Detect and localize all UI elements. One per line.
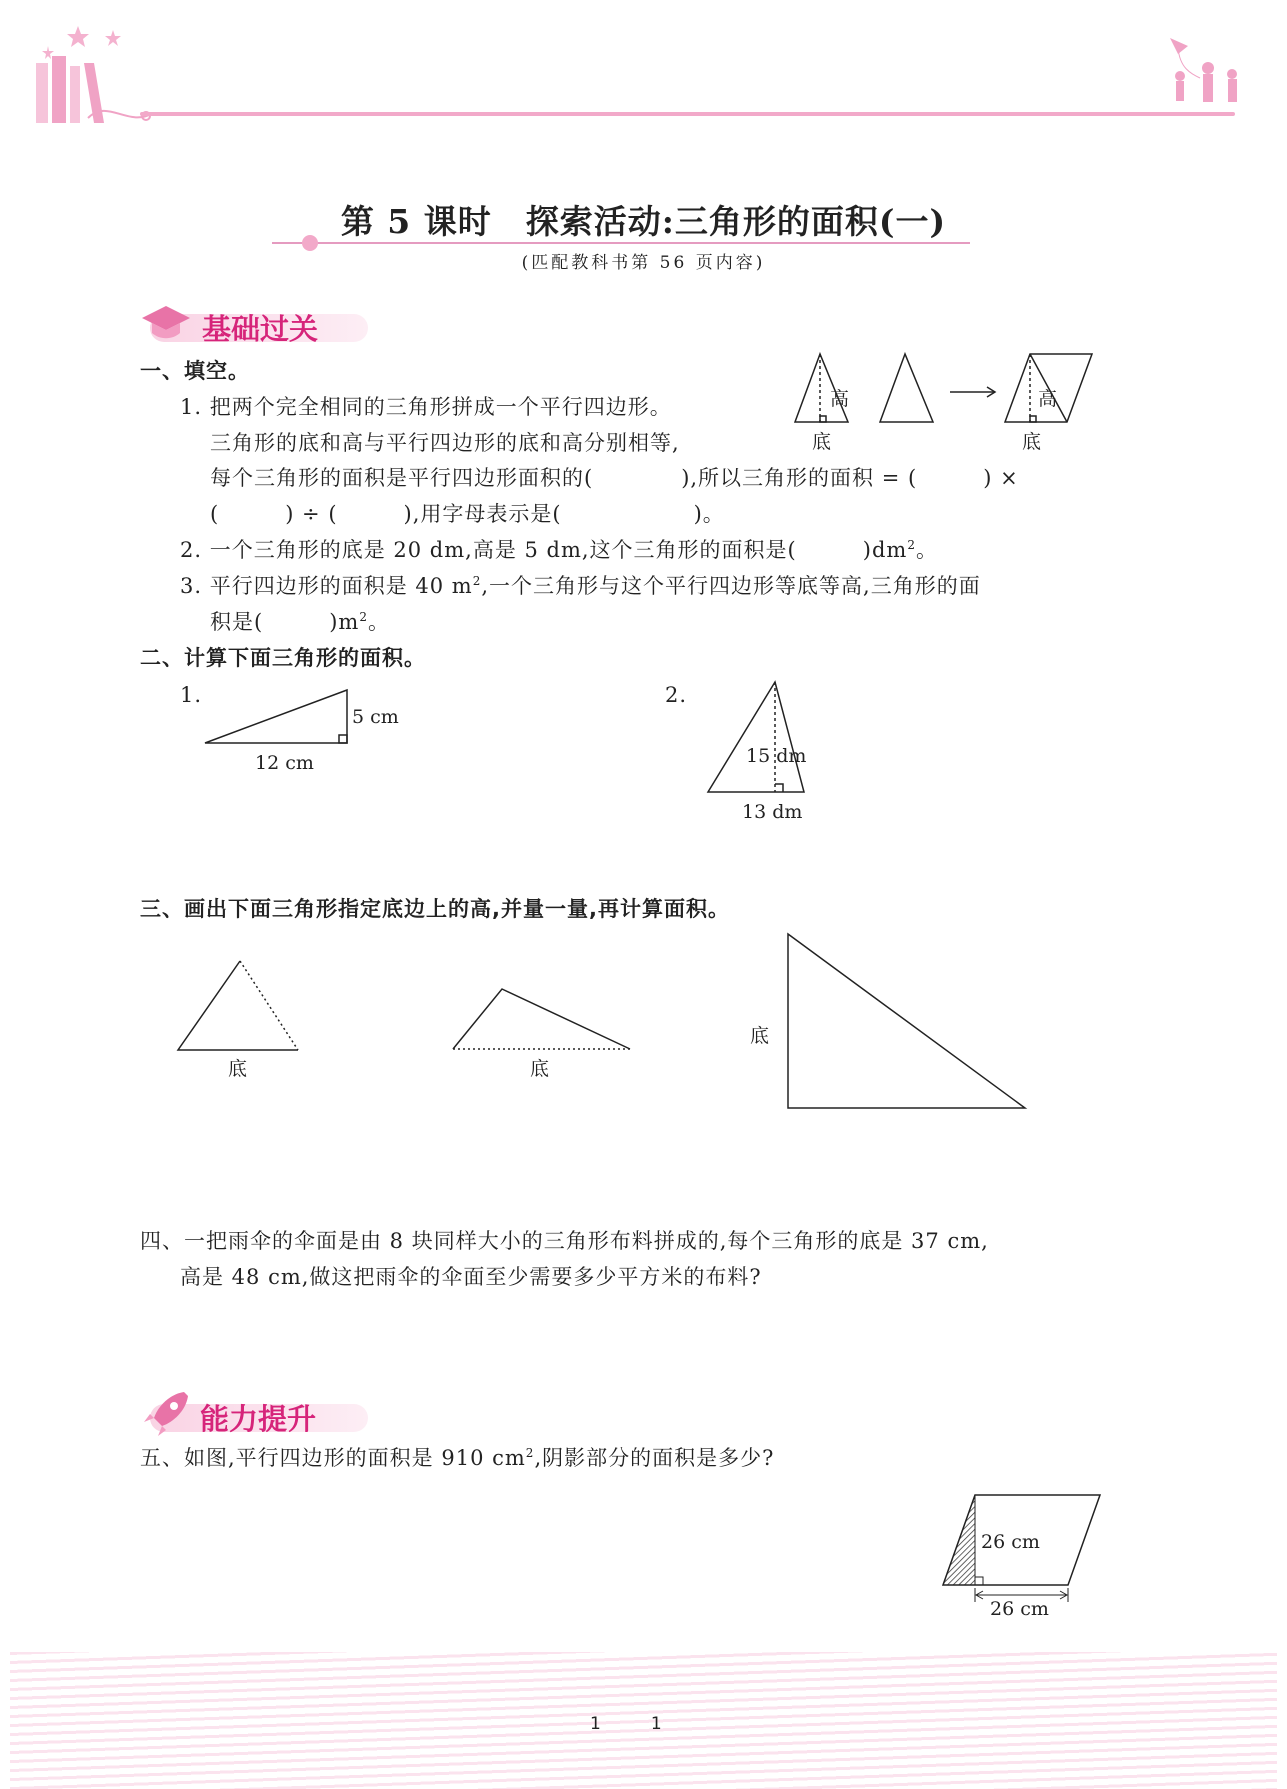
q2-t2-height: 15 dm: [746, 745, 807, 767]
q3-t1-base: 底: [228, 1058, 248, 1080]
q5-height-label: 26 cm: [981, 1531, 1040, 1553]
q2-triangle-1: [200, 680, 400, 780]
q3-t2-base: 底: [530, 1058, 550, 1080]
q1-item3-line1: [180, 573, 981, 599]
q5-base-label: 26 cm: [990, 1598, 1049, 1620]
q4-line1: 四、一把雨伞的伞面是由 8 块同样大小的三角形布料拼成的,每个三角形的底是 37 cm,: [140, 1229, 989, 1253]
q4-line2: 高是 48 cm,做这把雨伞的伞面至少需要多少平方米的布料?: [180, 1265, 762, 1289]
page-subtitle: (匹配教科书第 56 页内容): [521, 253, 766, 273]
q5-parallelogram-figure: [940, 1490, 1120, 1630]
q5-text-a: 五、如图,平行四边形的面积是 910 cm: [140, 1446, 526, 1470]
q1-item1-line3: 每个三角形的面积是平行四边形面积的( ),所以三角形的面积 = ( ) ×: [210, 466, 1019, 490]
graduation-cap-icon: [140, 300, 192, 344]
q1-figure-triangle-2: [880, 354, 933, 422]
q3-heading: 三、画出下面三角形指定底边上的高,并量一量,再计算面积。: [140, 897, 730, 921]
q3-t3-base: 底: [750, 1025, 770, 1047]
q1-item1-line4: ( ) ÷ ( ),用字母表示是( )。: [210, 502, 725, 526]
q1-item2-end: 。: [915, 538, 938, 562]
q5-line1: [140, 1445, 774, 1471]
q1-item3-sup: 2: [472, 574, 482, 588]
q1-figure-base-label-1: 底: [812, 431, 832, 453]
q1-item3-line2-end: 。: [367, 610, 390, 634]
q1-figure-arrow: [950, 387, 995, 397]
q1-figure: [790, 350, 1100, 460]
q1-figure-height-label-1: 高: [830, 388, 850, 410]
q2-triangle-2: [700, 680, 850, 830]
q2-num1: 1.: [180, 683, 203, 707]
page-title: 第 5 课时 探索活动:三角形的面积(一): [340, 202, 947, 241]
section-title-advanced: 能力提升: [200, 1402, 317, 1436]
title-underline: [272, 242, 970, 244]
q5-sup: 2: [525, 1446, 535, 1460]
q3-triangle-2: [453, 989, 630, 1049]
q1-figure-base-label-2: 底: [1022, 431, 1042, 453]
q1-item3-text-b: ,一个三角形与这个平行四边形等底等高,三角形的面: [481, 574, 981, 598]
q1-heading: 一、填空。: [140, 359, 250, 383]
q1-item2-text: 2. 一个三角形的底是 20 dm,高是 5 dm,这个三角形的面积是( )dm: [180, 538, 908, 562]
q1-item1-line1: 1. 把两个完全相同的三角形拼成一个平行四边形。: [180, 395, 672, 419]
header-logo-decoration: [28, 18, 158, 133]
q1-item3-line2-text: 积是( )m: [210, 610, 360, 634]
q3-triangle-3: [788, 934, 1025, 1108]
page-number: 11: [590, 1714, 712, 1734]
q2-num2: 2.: [665, 683, 688, 707]
section-title-basic: 基础过关: [202, 312, 319, 346]
q3-triangle-1: [178, 961, 298, 1050]
header-rule: [140, 112, 1235, 116]
q2-heading: 二、计算下面三角形的面积。: [140, 646, 426, 670]
q1-item3-sup2: 2: [359, 610, 368, 624]
q2-t2-base: 13 dm: [742, 801, 803, 823]
q1-item3-text-a: 3. 平行四边形的面积是 40 m: [180, 574, 473, 598]
rocket-icon: [140, 1388, 192, 1436]
q2-t1-height: 5 cm: [352, 706, 399, 728]
header-children-kite-decoration: [1160, 38, 1250, 118]
q1-figure-height-label-2: 高: [1038, 388, 1058, 410]
q5-text-b: ,阴影部分的面积是多少?: [534, 1446, 775, 1470]
q1-item1-line2: 三角形的底和高与平行四边形的底和高分别相等,: [210, 431, 680, 455]
q1-item2: [180, 537, 938, 563]
q1-item3-line2: [210, 609, 390, 635]
q1-item2-sup: 2: [907, 538, 916, 552]
q3-triangles: [170, 925, 1050, 1115]
q2-t1-base: 12 cm: [255, 752, 314, 774]
